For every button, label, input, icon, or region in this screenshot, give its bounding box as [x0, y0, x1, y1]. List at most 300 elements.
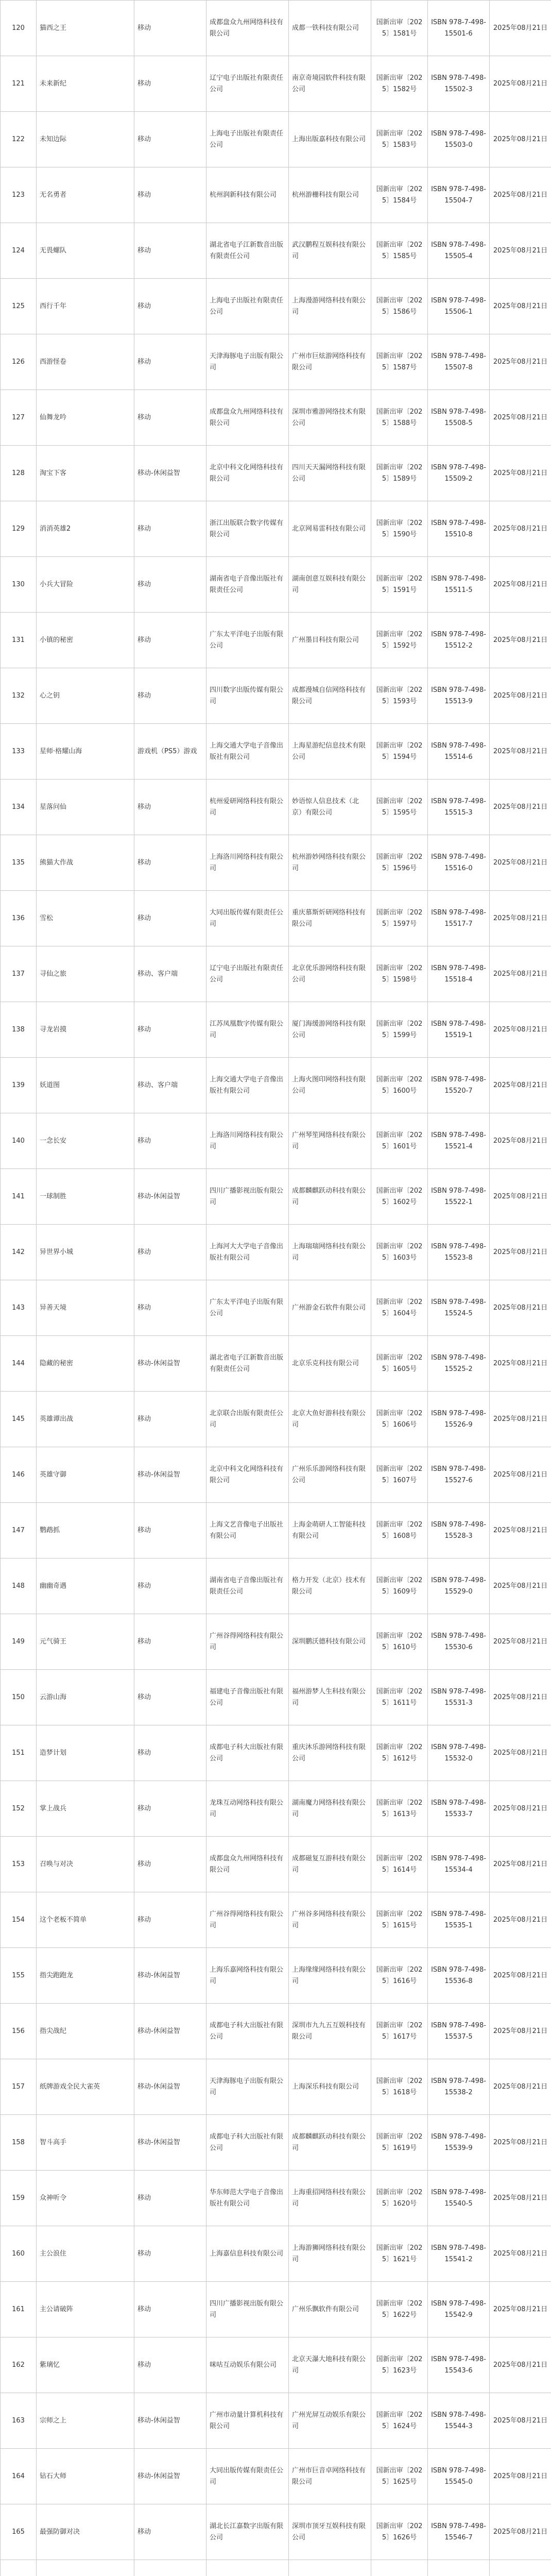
approval-number-cell: 国新出审〔2025〕1609号	[371, 1558, 428, 1614]
game-name-cell: 主公请破阵	[37, 2282, 134, 2337]
row-number-cell: 142	[1, 1225, 37, 1280]
isbn-number-cell: ISBN 978-7-498-15504-7	[428, 167, 490, 223]
table-row	[1, 891, 551, 946]
table-row	[1, 1725, 551, 1781]
operator-name-cell: 广州乐乐游网络科技有限公司	[289, 1447, 371, 1503]
isbn-number-cell: ISBN 978-7-498-15519-1	[428, 1002, 490, 1058]
game-name-cell: 寻龙岩摸	[37, 1002, 134, 1058]
isbn-number-cell: ISBN 978-7-498-15502-3	[428, 56, 490, 112]
game-type-cell: 移动	[134, 1725, 206, 1781]
row-number-cell	[1, 2560, 37, 2576]
game-name-cell: 未知边际	[37, 112, 134, 167]
game-type-cell: 移动	[134, 2337, 206, 2393]
table-row	[1, 1169, 551, 1225]
approval-date-cell: 2025年08月21日	[490, 1670, 551, 1725]
game-type-cell: 移动	[134, 112, 206, 167]
approval-number-cell: 国新出审〔2025〕1617号	[371, 2004, 428, 2059]
row-number-cell: 134	[1, 779, 37, 835]
publisher-name-cell: 广州谷得网络科技有限公司	[206, 1614, 289, 1670]
publisher-name-cell: 北京中科文化网络科技有限公司	[206, 1447, 289, 1503]
game-name-cell: 鹦鹉抓	[37, 1503, 134, 1558]
table-row	[1, 1113, 551, 1169]
table-row	[1, 668, 551, 724]
row-number-cell: 146	[1, 1447, 37, 1503]
approval-date-cell: 2025年08月21日	[490, 1169, 551, 1225]
operator-name-cell: 广州谷多网络科技有限公司	[289, 1892, 371, 1948]
row-number-cell: 125	[1, 279, 37, 334]
game-name-cell: 钻石大师	[37, 2449, 134, 2504]
isbn-number-cell: ISBN 978-7-498-15528-3	[428, 1503, 490, 1558]
table-row	[1, 2393, 551, 2449]
game-type-cell: 移动	[134, 2282, 206, 2337]
isbn-number-cell: ISBN 978-7-498-15529-0	[428, 1558, 490, 1614]
approval-number-cell: 国新出审〔2025〕1620号	[371, 2171, 428, 2226]
approval-date-cell: 2025年08月21日	[490, 1, 551, 56]
row-number-cell: 137	[1, 946, 37, 1002]
approval-number-cell: 国新出审〔2025〕1595号	[371, 779, 428, 835]
approval-date-cell: 2025年08月21日	[490, 334, 551, 390]
approval-number-cell: 国新出审〔2025〕1616号	[371, 1948, 428, 2004]
game-name-cell: 纸牌游戏全民大雀英	[37, 2059, 134, 2115]
approval-date-cell: 2025年08月21日	[490, 724, 551, 779]
game-type-cell: 移动	[134, 779, 206, 835]
approval-number-cell: 国新出审〔2025〕1613号	[371, 1781, 428, 1837]
row-number-cell: 141	[1, 1169, 37, 1225]
row-number-cell: 164	[1, 2449, 37, 2504]
game-type-cell: 移动-休闲益智	[134, 2393, 206, 2449]
operator-name-cell: 上海出版嘉科技有限公司	[289, 112, 371, 167]
approval-number-cell: 国新出审〔2025〕1590号	[371, 501, 428, 557]
operator-name-cell: 广州光屏互动娱乐有限公司	[289, 2393, 371, 2449]
isbn-number-cell: ISBN 978-7-498-15518-4	[428, 946, 490, 1002]
approval-date-cell: 2025年08月21日	[490, 1725, 551, 1781]
operator-name-cell: 四川天天漏网络科技有限公司	[289, 446, 371, 501]
isbn-number-cell: ISBN 978-7-498-15535-1	[428, 1892, 490, 1948]
row-number-cell: 161	[1, 2282, 37, 2337]
table-row	[1, 1892, 551, 1948]
isbn-number-cell	[428, 2560, 490, 2576]
operator-name-cell: 湖南魔力网络科技有限公司	[289, 1781, 371, 1837]
approval-date-cell: 2025年08月21日	[490, 1558, 551, 1614]
approval-number-cell: 国新出审〔2025〕1597号	[371, 891, 428, 946]
approval-number-cell: 国新出审〔2025〕1586号	[371, 279, 428, 334]
publisher-name-cell: 成都电子科大出版社有限公司	[206, 2004, 289, 2059]
isbn-number-cell: ISBN 978-7-498-15540-5	[428, 2171, 490, 2226]
approval-number-cell: 国新出审〔2025〕1599号	[371, 1002, 428, 1058]
operator-name-cell: 上海游狮网络科技有限公司	[289, 2226, 371, 2282]
game-type-cell	[134, 2560, 206, 2576]
game-name-cell: 主公浪住	[37, 2226, 134, 2282]
table-row	[1, 1002, 551, 1058]
game-name-cell: 这个老板不简单	[37, 1892, 134, 1948]
approval-number-cell: 国新出审〔2025〕1594号	[371, 724, 428, 779]
approval-date-cell: 2025年08月21日	[490, 779, 551, 835]
operator-name-cell: 重庆慕斯炘研网络科技有限公司	[289, 891, 371, 946]
publisher-name-cell: 成都电子科大出版社有限公司	[206, 2115, 289, 2171]
row-number-cell: 144	[1, 1336, 37, 1392]
row-number-cell: 153	[1, 1837, 37, 1892]
row-number-cell: 133	[1, 724, 37, 779]
isbn-number-cell: ISBN 978-7-498-15509-2	[428, 446, 490, 501]
publisher-name-cell: 上海洛川网络科技有限公司	[206, 1113, 289, 1169]
table-row	[1, 1503, 551, 1558]
approval-number-cell: 国新出审〔2025〕1614号	[371, 1837, 428, 1892]
operator-name-cell: 南京奇境园软件科技有限公司	[289, 56, 371, 112]
approval-date-cell: 2025年08月21日	[490, 2504, 551, 2560]
operator-name-cell: 杭州游栅科技有限公司	[289, 167, 371, 223]
operator-name-cell: 成都一铁科技有限公司	[289, 1, 371, 56]
game-name-cell: 无名勇者	[37, 167, 134, 223]
row-number-cell: 126	[1, 334, 37, 390]
game-type-cell: 移动	[134, 1614, 206, 1670]
approval-number-cell: 国新出审〔2025〕1598号	[371, 946, 428, 1002]
approval-date-cell: 2025年08月21日	[490, 1503, 551, 1558]
approval-date-cell: 2025年08月21日	[490, 2004, 551, 2059]
publisher-name-cell: 湖北省电子江新数音出版有限责任公司	[206, 223, 289, 279]
operator-name-cell: 湖南创意互娱科技有限公司	[289, 557, 371, 613]
approval-number-cell: 国新出审〔2025〕1585号	[371, 223, 428, 279]
table-row	[1, 1280, 551, 1336]
table-row	[1, 2449, 551, 2504]
approval-date-cell: 2025年08月21日	[490, 112, 551, 167]
game-name-cell: 隐藏的秘密	[37, 1336, 134, 1392]
isbn-number-cell: ISBN 978-7-498-15525-2	[428, 1336, 490, 1392]
publisher-name-cell: 辽宁电子出版社有限责任公司	[206, 946, 289, 1002]
publisher-name-cell: 杭州爱研网络科技有限公司	[206, 779, 289, 835]
operator-name-cell: 北京网易雷科技有限公司	[289, 501, 371, 557]
approval-date-cell: 2025年08月21日	[490, 1336, 551, 1392]
game-name-cell: 小镇的秘密	[37, 613, 134, 668]
table-row	[1, 2504, 551, 2560]
publisher-name-cell: 湖北长江嘉数字出版有限公司	[206, 2504, 289, 2560]
operator-name-cell	[289, 2560, 371, 2576]
operator-name-cell: 北京大鱼好游科技有限公司	[289, 1392, 371, 1447]
operator-name-cell: 成都麟麒跃动科技有限公司	[289, 1169, 371, 1225]
approval-number-cell: 国新出审〔2025〕1600号	[371, 1058, 428, 1113]
row-number-cell: 139	[1, 1058, 37, 1113]
game-name-cell: 西游怪卷	[37, 334, 134, 390]
publisher-name-cell: 北京联合出版有限责任公司	[206, 1392, 289, 1447]
isbn-number-cell: ISBN 978-7-498-15531-3	[428, 1670, 490, 1725]
isbn-number-cell: ISBN 978-7-498-15537-5	[428, 2004, 490, 2059]
approval-number-cell: 国新出审〔2025〕1621号	[371, 2226, 428, 2282]
isbn-number-cell: ISBN 978-7-498-15544-3	[428, 2393, 490, 2449]
operator-name-cell: 深圳市九九五互娱科技有限公司	[289, 2004, 371, 2059]
table-row	[1, 2171, 551, 2226]
row-number-cell: 128	[1, 446, 37, 501]
isbn-number-cell: ISBN 978-7-498-15520-7	[428, 1058, 490, 1113]
publisher-name-cell: 上海河大大学电子音像出版社有限公司	[206, 1225, 289, 1280]
row-number-cell: 124	[1, 223, 37, 279]
row-number-cell: 149	[1, 1614, 37, 1670]
game-name-cell: 紫璃忆	[37, 2337, 134, 2393]
row-number-cell: 145	[1, 1392, 37, 1447]
game-type-cell: 移动	[134, 1558, 206, 1614]
game-type-cell: 移动	[134, 279, 206, 334]
operator-name-cell: 北京优乐游网络科技有限公司	[289, 946, 371, 1002]
game-name-cell: 心之钥	[37, 668, 134, 724]
table-row	[1, 56, 551, 112]
row-number-cell: 152	[1, 1781, 37, 1837]
game-type-cell: 移动-休闲益智	[134, 446, 206, 501]
row-number-cell: 159	[1, 2171, 37, 2226]
approval-number-cell: 国新出审〔2025〕1601号	[371, 1113, 428, 1169]
game-name-cell: 未来新纪	[37, 56, 134, 112]
isbn-number-cell: ISBN 978-7-498-15541-2	[428, 2226, 490, 2282]
approval-number-cell: 国新出审〔2025〕1618号	[371, 2059, 428, 2115]
game-type-cell: 移动	[134, 1670, 206, 1725]
row-number-cell: 157	[1, 2059, 37, 2115]
approval-number-cell: 国新出审〔2025〕1582号	[371, 56, 428, 112]
game-type-cell: 移动-休闲益智	[134, 2059, 206, 2115]
row-number-cell: 132	[1, 668, 37, 724]
approval-number-cell: 国新出审〔2025〕1611号	[371, 1670, 428, 1725]
approval-date-cell: 2025年08月21日	[490, 1781, 551, 1837]
row-number-cell: 122	[1, 112, 37, 167]
isbn-number-cell: ISBN 978-7-498-15539-9	[428, 2115, 490, 2171]
game-name-cell	[37, 2560, 134, 2576]
table-row	[1, 1447, 551, 1503]
publisher-name-cell: 成都电子科大出版社有限公司	[206, 1725, 289, 1781]
row-number-cell: 127	[1, 390, 37, 446]
game-type-cell: 移动	[134, 891, 206, 946]
row-number-cell: 136	[1, 891, 37, 946]
game-name-cell: 星师·格耀山海	[37, 724, 134, 779]
approval-date-cell: 2025年08月21日	[490, 1614, 551, 1670]
operator-name-cell: 成都磁复互游科技有限公司	[289, 1837, 371, 1892]
isbn-number-cell: ISBN 978-7-498-15503-0	[428, 112, 490, 167]
approval-number-cell: 国新出审〔2025〕1583号	[371, 112, 428, 167]
publisher-name-cell: 浙江出版联合数字传媒有限公司	[206, 501, 289, 557]
game-type-cell: 移动	[134, 390, 206, 446]
row-number-cell: 165	[1, 2504, 37, 2560]
table-row	[1, 2282, 551, 2337]
approval-date-cell: 2025年08月21日	[490, 1948, 551, 2004]
approval-number-cell: 国新出审〔2025〕1615号	[371, 1892, 428, 1948]
publisher-name-cell: 咪咕互动娱乐有限公司	[206, 2337, 289, 2393]
isbn-number-cell: ISBN 978-7-498-15526-9	[428, 1392, 490, 1447]
approval-date-cell: 2025年08月21日	[490, 223, 551, 279]
publisher-name-cell: 上海交通大学电子音像出版社有限公司	[206, 1058, 289, 1113]
approval-number-cell: 国新出审〔2025〕1612号	[371, 1725, 428, 1781]
row-number-cell: 131	[1, 613, 37, 668]
isbn-number-cell: ISBN 978-7-498-15521-4	[428, 1113, 490, 1169]
operator-name-cell: 上海金萌研人工智能科技有限公司	[289, 1503, 371, 1558]
table-row	[1, 1558, 551, 1614]
game-type-cell: 移动	[134, 1837, 206, 1892]
isbn-number-cell: ISBN 978-7-498-15517-7	[428, 891, 490, 946]
isbn-number-cell: ISBN 978-7-498-15501-6	[428, 1, 490, 56]
approval-date-cell: 2025年08月21日	[490, 946, 551, 1002]
game-type-cell: 游戏机（PS5）游戏	[134, 724, 206, 779]
table-row	[1, 1948, 551, 2004]
row-number-cell: 143	[1, 1280, 37, 1336]
approval-date-cell: 2025年08月21日	[490, 2449, 551, 2504]
table-row	[1, 112, 551, 167]
table-row	[1, 2337, 551, 2393]
approval-date-cell: 2025年08月21日	[490, 835, 551, 891]
operator-name-cell: 上海重招网络科技有限公司	[289, 2171, 371, 2226]
row-number-cell: 135	[1, 835, 37, 891]
game-type-cell: 移动、客户端	[134, 1058, 206, 1113]
game-name-cell: 星落问仙	[37, 779, 134, 835]
row-number-cell: 151	[1, 1725, 37, 1781]
approval-number-cell: 国新出审〔2025〕1626号	[371, 2504, 428, 2560]
approval-date-cell: 2025年08月21日	[490, 1280, 551, 1336]
approval-number-cell: 国新出审〔2025〕1602号	[371, 1169, 428, 1225]
isbn-number-cell: ISBN 978-7-498-15511-5	[428, 557, 490, 613]
isbn-number-cell: ISBN 978-7-498-15527-6	[428, 1447, 490, 1503]
approval-number-cell: 国新出审〔2025〕1605号	[371, 1336, 428, 1392]
table-row	[1, 446, 551, 501]
isbn-number-cell: ISBN 978-7-498-15505-4	[428, 223, 490, 279]
publisher-name-cell: 成都盘众九州网络科技有限公司	[206, 1, 289, 56]
publisher-name-cell: 湖北省电子江新数音出版有限责任公司	[206, 1336, 289, 1392]
approval-date-cell: 2025年08月21日	[490, 167, 551, 223]
game-type-cell: 移动	[134, 223, 206, 279]
approval-date-cell: 2025年08月21日	[490, 1058, 551, 1113]
approval-date-cell: 2025年08月21日	[490, 446, 551, 501]
isbn-number-cell: ISBN 978-7-498-15538-2	[428, 2059, 490, 2115]
publisher-name-cell: 湖南省电子音像出版社有限责任公司	[206, 557, 289, 613]
table-row	[1, 1670, 551, 1725]
approval-number-cell: 国新出审〔2025〕1606号	[371, 1392, 428, 1447]
row-number-cell: 163	[1, 2393, 37, 2449]
operator-name-cell: 福州游梦人生科技有限公司	[289, 1670, 371, 1725]
isbn-number-cell: ISBN 978-7-498-15516-0	[428, 835, 490, 891]
game-name-cell: 英雄守御	[37, 1447, 134, 1503]
approval-date-cell: 2025年08月21日	[490, 1113, 551, 1169]
game-name-cell: 异世界小城	[37, 1225, 134, 1280]
isbn-number-cell: ISBN 978-7-498-15542-9	[428, 2282, 490, 2337]
publisher-name-cell: 四川广播影视出版有限公司	[206, 1169, 289, 1225]
approval-number-cell	[371, 2560, 428, 2576]
row-number-cell: 155	[1, 1948, 37, 2004]
row-number-cell: 121	[1, 56, 37, 112]
publisher-name-cell: 成都盘众九州网络科技有限公司	[206, 390, 289, 446]
approval-number-cell: 国新出审〔2025〕1607号	[371, 1447, 428, 1503]
row-number-cell: 156	[1, 2004, 37, 2059]
publisher-name-cell: 上海电子出版社有限责任公司	[206, 112, 289, 167]
game-type-cell: 移动	[134, 1002, 206, 1058]
table-row	[1, 1392, 551, 1447]
operator-name-cell: 重庆沐乐游网络科技有限公司	[289, 1725, 371, 1781]
operator-name-cell: 广州市巨音卓网络科技有限公司	[289, 2449, 371, 2504]
table-row	[1, 1225, 551, 1280]
approval-date-cell: 2025年08月21日	[490, 1892, 551, 1948]
isbn-number-cell: ISBN 978-7-498-15530-6	[428, 1614, 490, 1670]
approval-date-cell	[490, 2560, 551, 2576]
isbn-number-cell: ISBN 978-7-498-15522-1	[428, 1169, 490, 1225]
game-name-cell: 造梦计划	[37, 1725, 134, 1781]
table-row	[1, 1614, 551, 1670]
publisher-name-cell: 湖南省电子音像出版社有限责任公司	[206, 1558, 289, 1614]
table-row	[1, 1837, 551, 1892]
approval-number-cell: 国新出审〔2025〕1625号	[371, 2449, 428, 2504]
approval-date-cell: 2025年08月21日	[490, 2337, 551, 2393]
publisher-name-cell: 四川数字出版传媒有限公司	[206, 668, 289, 724]
game-type-cell: 移动	[134, 56, 206, 112]
game-type-cell: 移动	[134, 501, 206, 557]
game-name-cell: 异善天境	[37, 1280, 134, 1336]
table-row	[1, 1336, 551, 1392]
publisher-name-cell: 大同出版传媒有限责任公司	[206, 891, 289, 946]
operator-name-cell: 广州墨目科技有限公司	[289, 613, 371, 668]
game-name-cell: 无畏螺队	[37, 223, 134, 279]
game-name-cell: 妖道图	[37, 1058, 134, 1113]
approval-number-cell: 国新出审〔2025〕1589号	[371, 446, 428, 501]
row-number-cell: 120	[1, 1, 37, 56]
row-number-cell: 158	[1, 2115, 37, 2171]
row-number-cell: 150	[1, 1670, 37, 1725]
isbn-number-cell: ISBN 978-7-498-15524-5	[428, 1280, 490, 1336]
game-type-cell: 移动	[134, 334, 206, 390]
game-type-cell: 移动	[134, 1892, 206, 1948]
game-type-cell: 移动-休闲益智	[134, 1336, 206, 1392]
game-type-cell: 移动	[134, 2226, 206, 2282]
approval-date-cell: 2025年08月21日	[490, 390, 551, 446]
isbn-number-cell: ISBN 978-7-498-15506-1	[428, 279, 490, 334]
approval-date-cell: 2025年08月21日	[490, 1447, 551, 1503]
approval-number-cell: 国新出审〔2025〕1623号	[371, 2337, 428, 2393]
table-row	[1, 613, 551, 668]
game-type-cell: 移动-休闲益智	[134, 2004, 206, 2059]
isbn-number-cell: ISBN 978-7-498-15507-8	[428, 334, 490, 390]
publisher-name-cell: 广州谷得网络科技有限公司	[206, 1892, 289, 1948]
publisher-name-cell: 大同出版传媒有限责任公司	[206, 2449, 289, 2504]
game-name-cell: 寻仙之旅	[37, 946, 134, 1002]
publisher-name-cell: 上海文艺音像电子出版社有限公司	[206, 1503, 289, 1558]
row-number-cell: 140	[1, 1113, 37, 1169]
game-type-cell: 移动-休闲益智	[134, 1948, 206, 2004]
row-number-cell: 123	[1, 167, 37, 223]
isbn-number-cell: ISBN 978-7-498-15513-9	[428, 668, 490, 724]
row-number-cell: 162	[1, 2337, 37, 2393]
row-number-cell: 160	[1, 2226, 37, 2282]
publisher-name-cell: 天津海豚电子出版有限公司	[206, 334, 289, 390]
publisher-name-cell: 上海洛川网络科技有限公司	[206, 835, 289, 891]
table-row	[1, 501, 551, 557]
approval-number-cell: 国新出审〔2025〕1588号	[371, 390, 428, 446]
approval-date-cell: 2025年08月21日	[490, 2115, 551, 2171]
approval-date-cell: 2025年08月21日	[490, 1002, 551, 1058]
operator-name-cell: 广州琴笙网络科技有限公司	[289, 1113, 371, 1169]
table-row	[1, 724, 551, 779]
game-name-cell: 熊猫大作战	[37, 835, 134, 891]
isbn-number-cell: ISBN 978-7-498-15543-6	[428, 2337, 490, 2393]
game-type-cell: 移动	[134, 1225, 206, 1280]
game-type-cell: 移动	[134, 2171, 206, 2226]
isbn-number-cell: ISBN 978-7-498-15534-4	[428, 1837, 490, 1892]
isbn-number-cell: ISBN 978-7-498-15512-2	[428, 613, 490, 668]
game-name-cell: 猫西之王	[37, 1, 134, 56]
game-type-cell: 移动-休闲益智	[134, 1169, 206, 1225]
row-number-cell: 138	[1, 1002, 37, 1058]
game-name-cell: 指尖战纪	[37, 2004, 134, 2059]
game-name-cell: 一球制胜	[37, 1169, 134, 1225]
publisher-name-cell: 上海嘉信息科技有限公司	[206, 2226, 289, 2282]
game-type-cell: 移动	[134, 1280, 206, 1336]
approval-number-cell: 国新出审〔2025〕1581号	[371, 1, 428, 56]
game-type-cell: 移动、客户端	[134, 946, 206, 1002]
isbn-number-cell: ISBN 978-7-498-15508-5	[428, 390, 490, 446]
game-name-cell: 消消英雄2	[37, 501, 134, 557]
game-name-cell: 智斗高手	[37, 2115, 134, 2171]
table-row	[1, 334, 551, 390]
row-number-cell: 129	[1, 501, 37, 557]
game-type-cell: 移动	[134, 613, 206, 668]
publisher-name-cell: 江苏凤凰数字传媒有限公司	[206, 1002, 289, 1058]
